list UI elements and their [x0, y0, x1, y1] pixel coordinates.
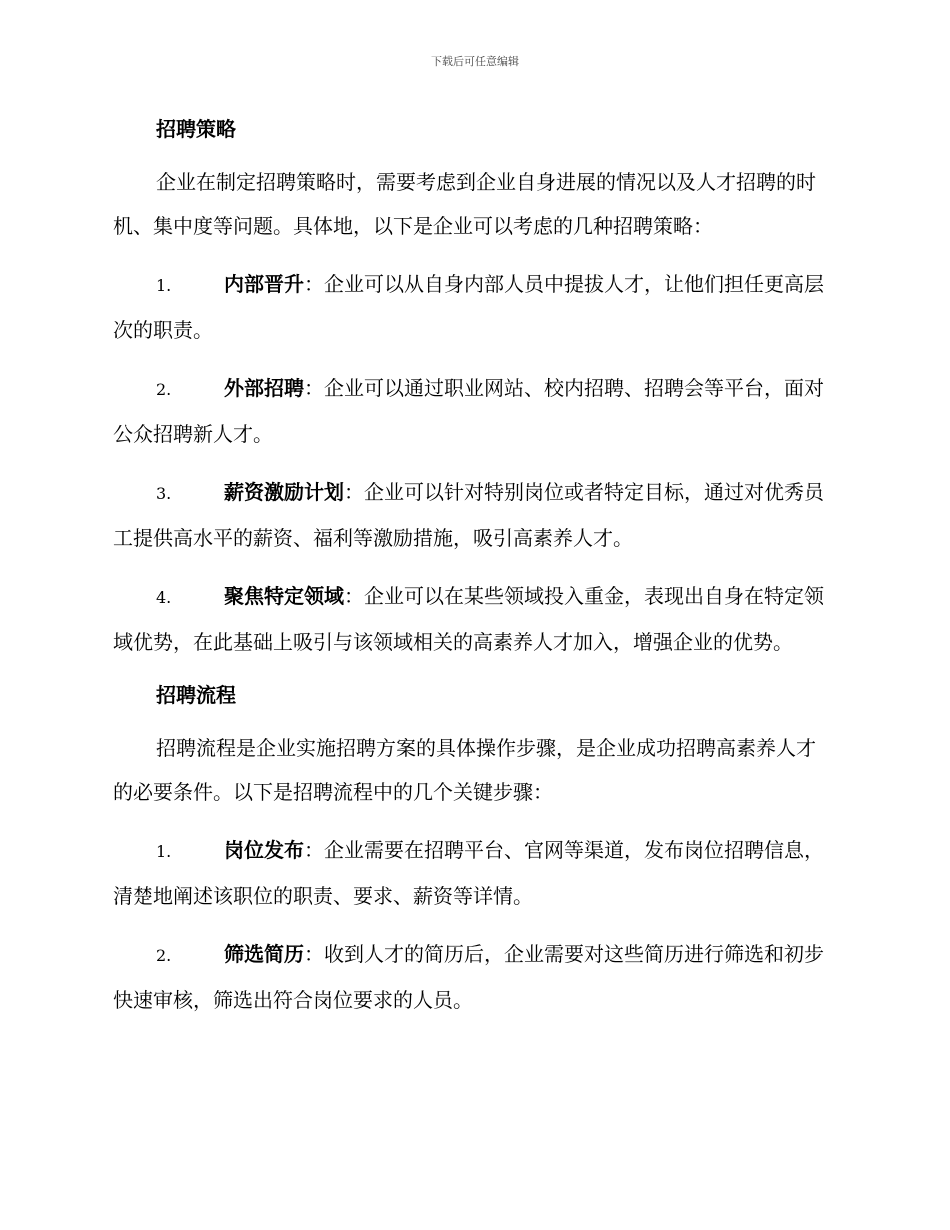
document-body — [113, 112, 835, 1036]
list-item-text: ：企业需要在招聘平台、官网等渠道，发布岗位招聘信息，清楚地阐述该职位的职责、要求、薪资等详情。 — [113, 838, 824, 908]
list-item — [113, 574, 835, 664]
section-intro-paragraph: 企业在制定招聘策略时，需要考虑到企业自身进展的情况以及人才招聘的时机、集中度等问题。具体地，以下是企业可以考虑的几种招聘策略： — [113, 170, 816, 238]
list-item — [113, 470, 835, 560]
list-item-term: 聚焦特定领域 — [224, 584, 344, 608]
list-item-term: 外部招聘 — [224, 376, 304, 400]
section-heading: 招聘流程 — [156, 683, 236, 707]
section-recruitment-strategy — [113, 112, 835, 664]
page-header-note: 下载后可任意编辑 — [431, 55, 519, 68]
list-item-term: 薪资激励计划 — [224, 480, 344, 504]
list-item — [113, 828, 835, 918]
list-item-text: ：企业可以从自身内部人员中提拔人才，让他们担任更高层次的职责。 — [113, 272, 824, 342]
section-intro-paragraph: 招聘流程是企业实施招聘方案的具体操作步骤，是企业成功招聘高素养人才的必要条件。以下是招聘流程中的几个关键步骤： — [113, 736, 816, 804]
list-item — [113, 366, 835, 456]
section-recruitment-process — [113, 678, 835, 1022]
list-item-number: 2. — [156, 946, 172, 965]
list-item-term: 岗位发布 — [224, 838, 304, 862]
list-item-text: ：企业可以通过职业网站、校内招聘、招聘会等平台，面对公众招聘新人才。 — [113, 376, 824, 446]
list-item — [113, 262, 835, 352]
list-item-term: 筛选简历 — [224, 942, 304, 966]
list-item-text: ：企业可以针对特别岗位或者特定目标，通过对优秀员工提供高水平的薪资、福利等激励措施，吸引高素养人才。 — [113, 480, 824, 550]
list-item-term: 内部晋升 — [224, 272, 304, 296]
list-item-text: ：企业可以在某些领域投入重金，表现出自身在特定领域优势，在此基础上吸引与该领域相关的高素养人才加入，增强企业的优势。 — [113, 584, 824, 654]
list-item-number: 3. — [156, 484, 172, 503]
section-heading: 招聘策略 — [156, 117, 236, 141]
list-item — [113, 932, 835, 1022]
list-item-text: ：收到人才的简历后，企业需要对这些简历进行筛选和初步快速审核，筛选出符合岗位要求的人员。 — [113, 942, 824, 1012]
list-item-number: 1. — [156, 842, 172, 861]
list-item-number: 1. — [156, 276, 172, 295]
list-item-number: 4. — [156, 588, 172, 607]
list-item-number: 2. — [156, 380, 172, 399]
